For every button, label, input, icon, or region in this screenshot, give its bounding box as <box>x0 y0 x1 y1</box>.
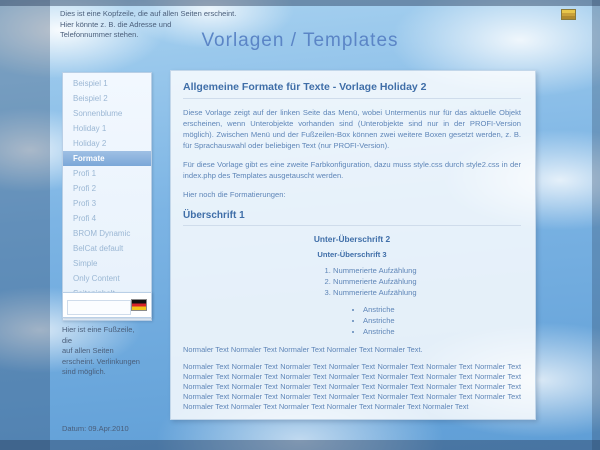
viewport-frame-bottom <box>0 440 600 450</box>
sidebar-item-holiday-1[interactable]: Holiday 1 <box>73 123 107 133</box>
footer-note-line-2: auf allen Seiten <box>62 346 114 355</box>
sidebar-item-profi-2[interactable]: Profi 2 <box>73 183 97 193</box>
list-item: 1. Nummerierte Aufzählung <box>333 265 521 276</box>
sidebar-item-only-content[interactable]: Only Content <box>73 273 120 283</box>
headline-line-1: Dies ist eine Kopfzeile, die auf allen Seiten erscheint. <box>60 9 237 18</box>
viewport-frame-top <box>0 0 600 6</box>
sidebar-item-belcat-default[interactable]: BelCat default <box>73 243 124 253</box>
sub-heading-2: Unter-Überschrift 2 <box>313 234 391 244</box>
content-paragraph-3: Hier noch die Formatierungen: <box>183 190 286 199</box>
list-item: • Anstriche <box>363 304 521 315</box>
sidebar-item-profi-3[interactable]: Profi 3 <box>73 198 97 208</box>
sidebar-item-profi-4[interactable]: Profi 4 <box>73 213 97 223</box>
footer-note-line-3: erscheint. Verlinkungen <box>62 356 140 366</box>
sidebar-item-holiday-2[interactable]: Holiday 2 <box>73 138 107 148</box>
footer-note-line-4: sind möglich. <box>62 367 106 376</box>
section-heading-1: Überschrift 1 <box>183 210 521 226</box>
viewport-frame-right <box>592 0 600 450</box>
search-input[interactable] <box>67 300 131 315</box>
sidebar-item-brom-dynamic[interactable]: BROM Dynamic <box>73 228 131 238</box>
footer-note-line-1: Hier ist eine Fußzeile, die <box>62 325 135 345</box>
flag-icon-germany[interactable] <box>131 299 147 311</box>
content-panel <box>170 70 536 420</box>
page-title: Vorlagen / Templates <box>201 30 399 51</box>
sidebar-item-formate[interactable]: Formate <box>63 151 151 166</box>
viewport-frame-left <box>0 0 50 450</box>
list-item: • Anstriche <box>363 326 521 337</box>
flag-icon-gold[interactable] <box>561 9 576 20</box>
list-item: 3. Nummerierte Aufzählung <box>333 287 521 298</box>
numbered-list <box>183 265 521 298</box>
sidebar-item-simple[interactable]: Simple <box>73 258 98 268</box>
content-normal-block-1: Normaler Text Normaler Text Normaler Text Normaler Text Normaler Text. <box>183 345 423 354</box>
sub-heading-3: Unter-Überschrift 3 <box>317 250 387 259</box>
headline-line-3: Telefonnummer stehen. <box>60 30 139 39</box>
sidebar-item-profi-1[interactable]: Profi 1 <box>73 168 97 178</box>
content-normal-block-2: Normaler Text Normaler Text Normaler Text Normaler Text Normaler Text Normaler Text Normaler Text Normaler Text Normaler Text Normaler Text Normaler Text Normaler Text Normaler Text Normaler Text Normaler Text Normaler Text Normaler Text Normaler Text Normaler Text Normaler Text Normaler Text Normaler Text Normaler Text Normaler Text Normaler Text Normaler Text Normaler Text Normaler Text Normaler Text Normaler Text Normaler Text Normaler Text Normaler Text Normaler Text <box>183 362 521 411</box>
content-intro-paragraph: Diese Vorlage zeigt auf der linken Seite das Menü, wobei Untermenüs nur für das aktuelle Objekt erscheinen, wenn Unterobjekte vorhanden sind (Unterobjekte sind nur in der PROFI-Version möglich). Zwischen Menü und der Fußzeilen-Box können zwei weitere Boxen gesetzt werden, z. B. für Sprachauswahl oder beliebigen Text (nur PROFI-Version). <box>183 108 521 150</box>
bullet-list <box>183 304 521 337</box>
sidebar-menu <box>62 72 152 321</box>
sidebar-item-beispiel-2[interactable]: Beispiel 2 <box>73 93 108 103</box>
search-box <box>62 292 152 318</box>
list-item: • Anstriche <box>363 315 521 326</box>
headline-line-2: Hier könnte z. B. die Adresse und <box>60 19 172 29</box>
list-item: 2. Nummerierte Aufzählung <box>333 276 521 287</box>
content-title: Allgemeine Formate für Texte - Vorlage Holiday 2 <box>183 81 521 99</box>
content-paragraph-2: Für diese Vorlage gibt es eine zweite Farbkonfiguration, dazu muss style.css durch style2.css in der index.php des Templates ausgetauscht werden. <box>183 160 521 180</box>
footer-note <box>62 325 144 378</box>
sidebar-item-beispiel-1[interactable]: Beispiel 1 <box>73 78 108 88</box>
date-label: Datum: 09.Apr.2010 <box>62 424 129 433</box>
sidebar-item-sonnenblume[interactable]: Sonnenblume <box>73 108 123 118</box>
